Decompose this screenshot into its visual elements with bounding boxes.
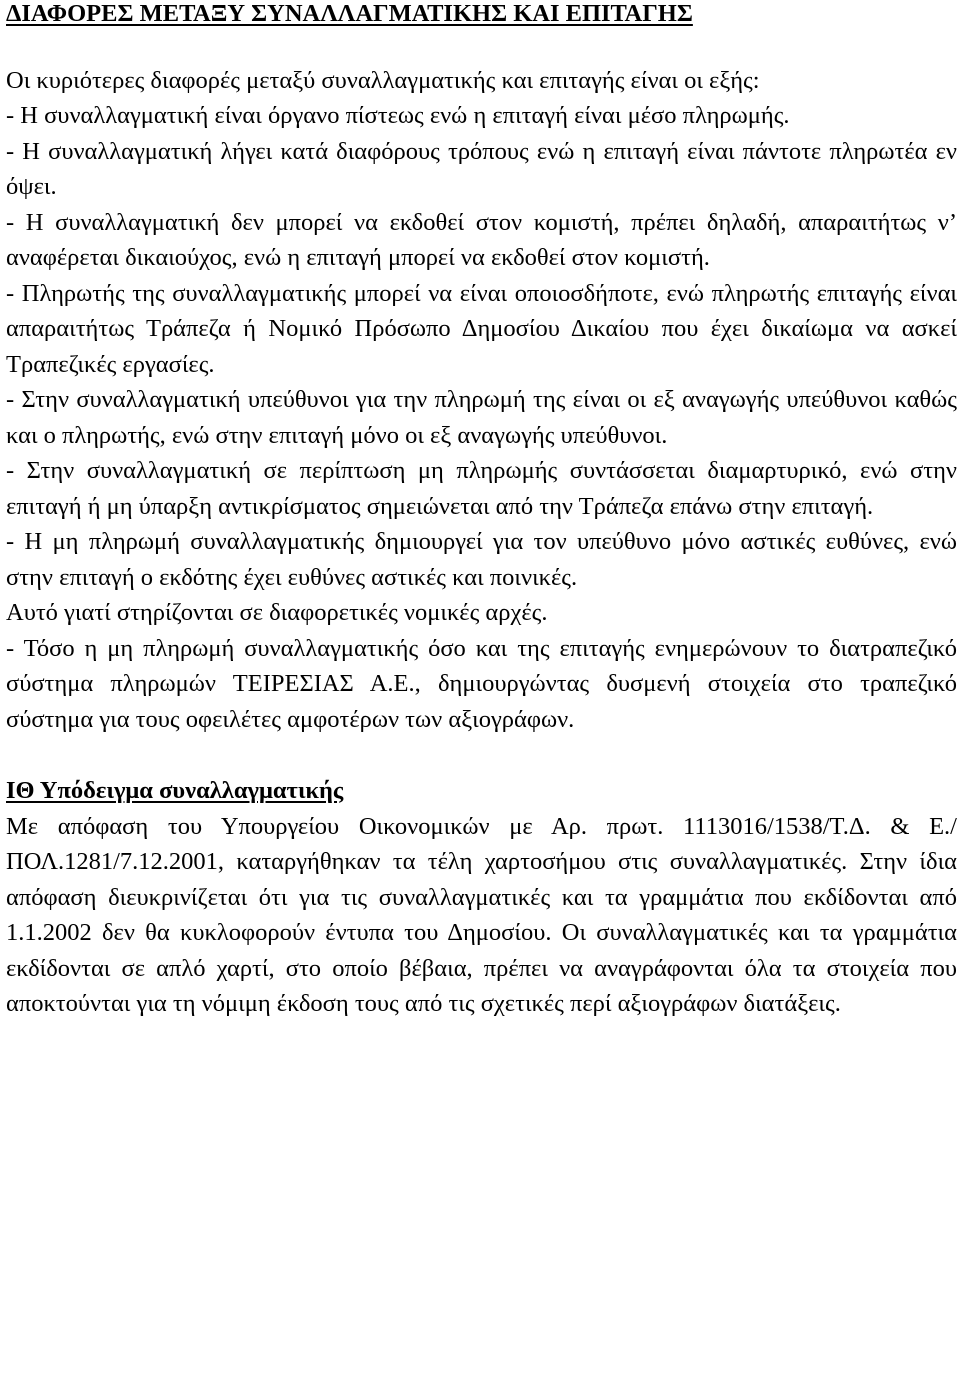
spacer <box>6 737 957 773</box>
paragraph-difference-7: - Η μη πληρωμή συναλλαγματικής δημιουργεί για τον υπεύθυνο μόνο αστικές ευθύνες, ενώ στην επιταγή ο εκδότης έχει ευθύνες αστικές και ποινικές. <box>6 528 957 591</box>
paragraph-difference-8: - Τόσο η μη πληρωμή συναλλαγματικής όσο και της επιταγής ενημερώνουν το διατραπεζικό σύστημα πληρωμών ΤΕΙΡΕΣΙΑΣ Α.Ε., δημιουργώντας δυσμενή στοιχεία στο τραπεζικό σύστημα για τους οφειλέτες αμφοτέρων των αξιογράφων. <box>6 634 957 733</box>
document-page <box>6 0 957 1022</box>
paragraph-difference-4: - Πληρωτής της συναλλαγματικής μπορεί να είναι οποιοσδήποτε, ενώ πληρωτής επιταγής είναι απαραιτήτως Τράπεζα ή Νομικό Πρόσωπο Δημοσίου Δικαίου που έχει δικαίωμα να ασκεί Τραπεζικές εργασίες. <box>6 279 957 378</box>
spacer <box>6 32 957 63</box>
paragraph-intro: Οι κυριότερες διαφορές μεταξύ συναλλαγματικής και επιταγής είναι οι εξής: <box>6 66 760 94</box>
section-heading-template: ΙΘ Υπόδειγμα συναλλαγματικής <box>6 777 344 804</box>
paragraph-explanation: Αυτό γιατί στηρίζονται σε διαφορετικές νομικές αρχές. <box>6 599 548 626</box>
paragraph-difference-5: - Στην συναλλαγματική υπεύθυνοι για την πληρωμή της είναι οι εξ αναγωγής υπεύθυνοι καθώς και ο πληρωτής, ενώ στην επιταγή μόνο οι εξ αναγωγής υπεύθυνοι. <box>6 386 957 449</box>
paragraph-template-body: Με απόφαση του Υπουργείου Οικονομικών με Αρ. πρωτ. 1113016/1538/Τ.Δ. & Ε./ΠΟΛ.1281/7.12.2001, καταργήθηκαν τα τέλη χαρτοσήμου στις συναλλαγματικές. Στην ίδια απόφαση διευκρινίζεται ότι για τις συναλλαγματικές και τα γραμμάτια που εκδίδονται από 1.1.2002 δεν θα κυκλοφορούν έντυπα του Δημοσίου. Οι συναλλαγματικές και τα γραμμάτια εκδίδονται σε απλό χαρτί, στο οποίο βέβαια, πρέπει να αναγράφονται όλα τα στοιχεία που αποκτούνται για τη νόμιμη έκδοση τους από τις σχετικές περί αξιογράφων διατάξεις. <box>6 812 957 1017</box>
paragraph-difference-6: - Στην συναλλαγματική σε περίπτωση μη πληρωμής συντάσσεται διαμαρτυρικό, ενώ στην επιταγή ή μη ύπαρξη αντικρίσματος σημειώνεται από την Τράπεζα επάνω στην επιταγή. <box>6 457 957 520</box>
paragraph-difference-1: - Η συναλλαγματική είναι όργανο πίστεως ενώ η επιταγή είναι μέσο πληρωμής. <box>6 102 790 129</box>
paragraph-difference-2: - Η συναλλαγματική λήγει κατά διαφόρους τρόπους ενώ η επιταγή είναι πάντοτε πληρωτέα εν όψει. <box>6 137 957 200</box>
paragraph-difference-3: - Η συναλλαγματική δεν μπορεί να εκδοθεί στον κομιστή, πρέπει δηλαδή, απαραιτήτως ν’ αναφέρεται δικαιούχος, ενώ η επιταγή μπορεί να εκδοθεί στον κομιστή. <box>6 208 957 271</box>
section-heading-differences: ΔΙΑΦΟΡΕΣ ΜΕΤΑΞΥ ΣΥΝΑΛΛΑΓΜΑΤΙΚΗΣ ΚΑΙ ΕΠΙΤΑΓΗΣ <box>6 0 693 27</box>
